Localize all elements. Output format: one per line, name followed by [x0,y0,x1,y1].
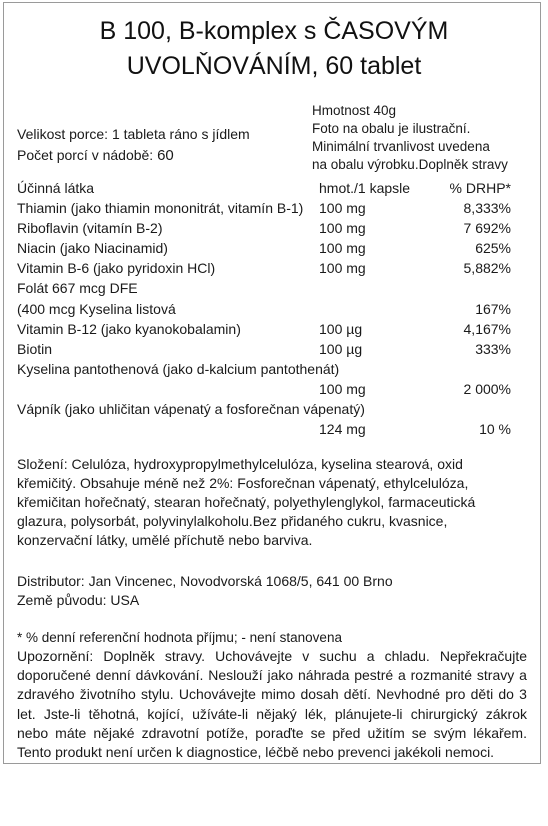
ingredient-amount: 100 mg [319,380,366,397]
portion-size: Velikost porce: 1 tableta ráno s jídlem [17,126,250,142]
ingredient-name: Kyselina pantothenová (jako d-kalcium pantothenát) [17,360,340,377]
ingredient-amount: 100 mg [319,260,366,277]
shelf-life-note: Minimální trvanlivost uvedena [312,139,490,154]
ingredient-amount: 100 mg [319,220,366,237]
ingredient-name: Folát 667 mcg DFE [17,280,138,297]
photo-note: Foto na obalu je ilustrační. [312,121,471,136]
product-title [0,14,548,84]
header-ingredient: Účinná látka [17,180,95,196]
table-row [0,299,548,319]
origin-line: Země původu: USA [17,592,140,608]
header-amount: hmot./1 kapsle [319,180,411,196]
portion-count [17,146,174,165]
distributor-line: Distributor: Jan Vincenec, Novodvorská 1068/5, 641 00 Brno [17,573,393,589]
ingredient-name: Vápník (jako uhličitan vápenatý a fosforečnan vápenatý) [17,401,365,417]
warning-line: zdravého životního stylu. Uchovávejte mimo dosah dětí. Nevhodné pro děti do 3 [17,686,527,703]
supplement-note: na obalu výrobku.Doplněk stravy [312,157,508,172]
ingredient-name: Vitamin B-6 (jako pyridoxin HCl) [17,260,216,277]
table-header [0,178,548,198]
table-row [0,278,548,298]
composition-line: křemičitan hořečnatý, stearan hořečnatý, polyethylenglykol, farmaceutická [17,494,476,510]
ingredient-name: Vitamin B-12 (jako kyanokobalamin) [17,320,241,337]
table-row [0,339,548,359]
ingredient-drhp: 333% [475,340,511,357]
ingredient-name: Biotin [17,340,53,357]
table-row [0,258,548,278]
ingredient-amount: 100 µg [319,320,363,337]
warning-text [17,647,527,762]
warning-line: Tento produkt není určen k diagnostice, léčbě nebo prevenci jakékoli nemoci. [17,744,495,761]
header-drhp: % DRHP* [449,180,511,196]
table-row [0,319,548,339]
ingredient-amount: 100 mg [319,200,366,216]
portion-count-value: 60 [157,147,174,164]
title-line-2: UVOLŇOVÁNÍM, 60 tablet [126,52,422,80]
ingredient-drhp: 10 % [479,421,511,438]
composition-line: konzervační látky, umělé příchutě nebo barviva. [17,532,313,548]
ingredient-name: Riboflavin (vitamín B-2) [17,220,163,237]
table-row [0,399,548,419]
ingredient-name: (400 mcg Kyselina listová [17,300,176,317]
ingredient-drhp: 625% [475,240,511,257]
ingredient-amount: 100 µg [319,340,363,357]
table-row [0,198,548,218]
warning-line: Upozornění: Doplněk stravy. Uchovávejte v suchu a chladu. Nepřekračujte [17,648,527,664]
table-row [0,218,548,238]
table-row [0,379,548,399]
portion-count-label: Počet porcí v nádobě: [17,147,154,163]
ingredient-drhp: 8,333% [463,200,511,216]
ingredient-amount: 124 mg [319,421,366,438]
title-line-1: B 100, B-komplex s ČASOVÝM [99,17,449,45]
ingredient-amount: 100 mg [319,240,366,257]
table-row [0,359,548,379]
ingredient-drhp: 5,882% [463,260,511,277]
distributor-info [17,572,527,610]
composition-line: křemičitý. Obsahuje méně než 2%: Fosforečnan vápenatý, ethylcelulóza, [17,475,469,491]
table-row [0,238,548,258]
warning-line: nebo máte nějaké zdravotní potíže, poraďte se před užitím se svým lékařem. [17,724,527,741]
ingredient-drhp: 167% [475,300,511,317]
table-row [0,419,548,439]
footnote: * % denní referenční hodnota příjmu; - není stanovena [17,630,342,645]
ingredient-name: Niacin (jako Niacinamid) [17,240,168,257]
composition-line: Složení: Celulóza, hydroxypropylmethylcelulóza, kyselina stearová, oxid [17,456,463,472]
composition-line: glazura, polysorbát, polyvinylalkoholu.Bez přidaného cukru, kvasnice, [17,513,448,529]
weight-text: Hmotnost 40g [312,103,397,118]
ingredient-drhp: 4,167% [463,320,511,337]
warning-line: let. Jste-li těhotná, kojící, užíváte-li nějaký lék, plánujete-li chirurgický zákrok [17,705,527,722]
ingredient-drhp: 7 692% [463,220,511,237]
package-note [312,102,508,174]
composition [17,455,527,550]
ingredient-name: Thiamin (jako thiamin mononitrát, vitamín B-1) [17,200,304,216]
warning-line: doporučené denní dávkování. Neslouží jako náhrada pestré a rozmanité stravy a [17,667,527,684]
ingredient-drhp: 2 000% [463,380,511,397]
